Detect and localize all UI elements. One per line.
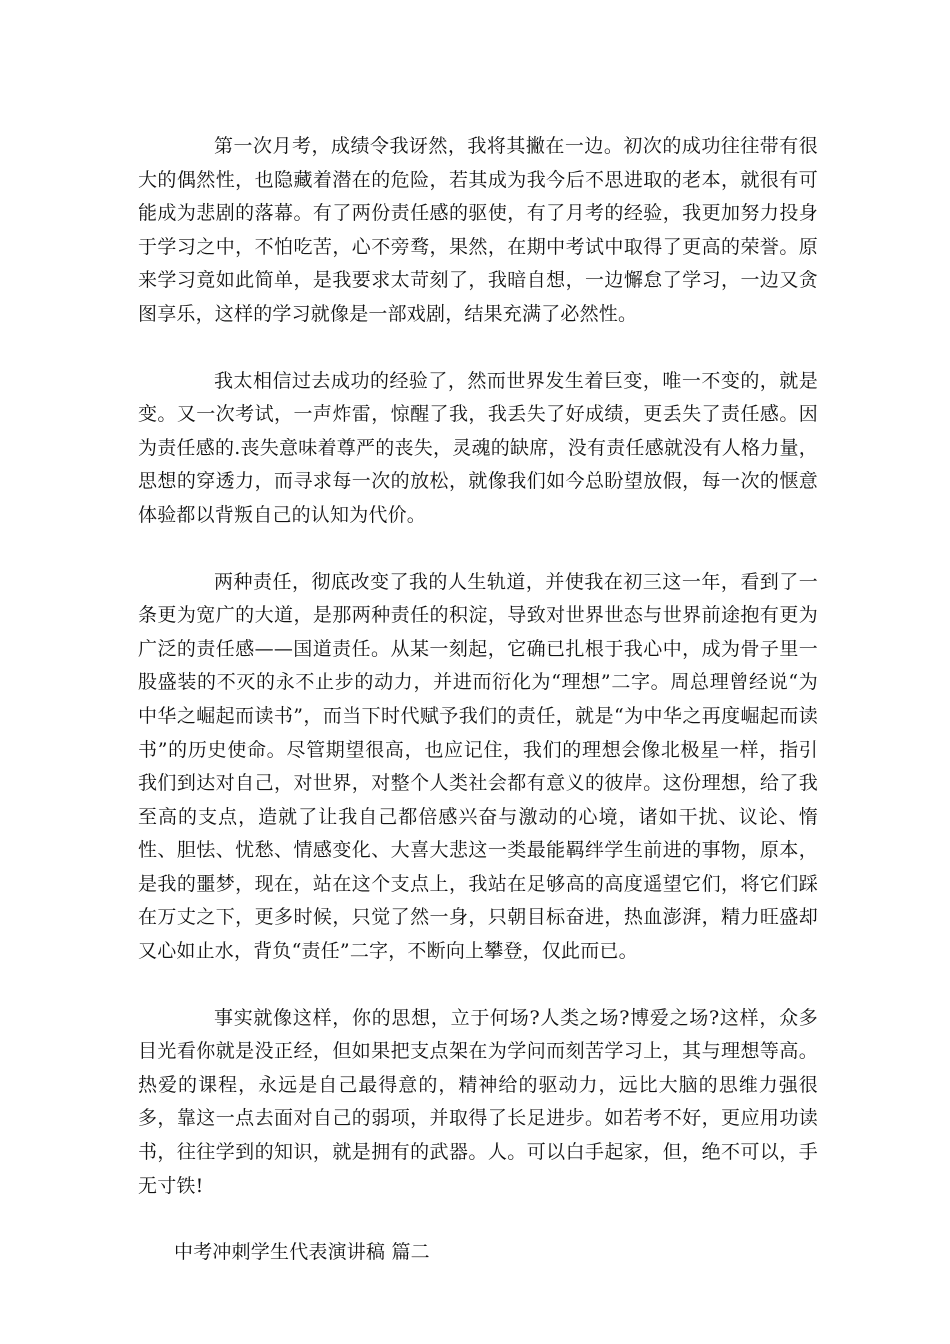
paragraph-2: 我太相信过去成功的经验了，然而世界发生着巨变，唯一不变的，就是变。又一次考试，一声炸雷，惊醒了我，我丢失了好成绩，更丢失了责任感。因为责任感的.丧失意味着尊严的丧失，灵魂的缺席，没有责任感就没有人格力量，思想的穿透力，而寻求每一次的放松，就像我们如今总盼望放假，每一次的惬意体验都以背叛自己的认知为代价。 xyxy=(138,369,818,526)
document-body xyxy=(138,130,818,1270)
paragraph-1: 第一次月考，成绩令我讶然，我将其撇在一边。初次的成功往往带有很大的偶然性，也隐藏着潜在的危险，若其成为我今后不思进取的老本，就很有可能成为悲剧的落幕。有了两份责任感的驱使，有了月考的经验，我更加努力投身于学习之中，不怕吃苦，心不旁骛，果然，在期中考试中取得了更高的荣誉。原来学习竟如此简单，是我要求太苛刻了，我暗自想，一边懈怠了学习，一边又贪图享乐，这样的学习就像是一部戏剧，结果充满了必然性。 xyxy=(138,135,818,325)
paragraph-4: 事实就像这样，你的思想，立于何场?人类之场?博爱之场?这样，众多目光看你就是没正经，但如果把支点架在为学问而刻苦学习上，其与理想等高。热爱的课程，永远是自己最得意的，精神给的驱动力，远比大脑的思维力强很多，靠这一点去面对自己的弱项，并取得了长足进步。如若考不好，更应用功读书，往往学到的知识，就是拥有的武器。人。可以白手起家，但，绝不可以，手无寸铁! xyxy=(138,1006,818,1197)
paragraph-3: 两种责任，彻底改变了我的人生轨道，并使我在初三这一年，看到了一条更为宽广的大道，是那两种责任的积淀，导致对世界世态与世界前途抱有更为广泛的责任感——国道责任。从某一刻起，它确已扎根于我心中，成为骨子里一股盛装的不灭的永不止步的动力，并进而衍化为“理想”二字。周总理曾经说“为中华之崛起而读书”，而当下时代赋予我们的责任，就是“为中华之再度崛起而读书”的历史使命。尽管期望很高，也应记住，我们的理想会像北极星一样，指引我们到达对自己，对世界，对整个人类社会都有意义的彼岸。这份理想，给了我至高的支点，造就了让我自己都倍感兴奋与激动的心境，诸如干扰、议论、惰性、胆怯、忧愁、情感变化、大喜大悲这一类最能羁绊学生前进的事物，原本，是我的噩梦，现在，站在这个支点上，我站在足够高的高度遥望它们，将它们踩在万丈之下，更多时候，只觉了然一身，只朝目标奋进，热血澎湃，精力旺盛却又心如止水，背负“责任”二字，不断向上攀登，仅此而已。 xyxy=(138,570,818,963)
section-title: 中考冲刺学生代表演讲稿 篇二 xyxy=(174,1241,430,1264)
